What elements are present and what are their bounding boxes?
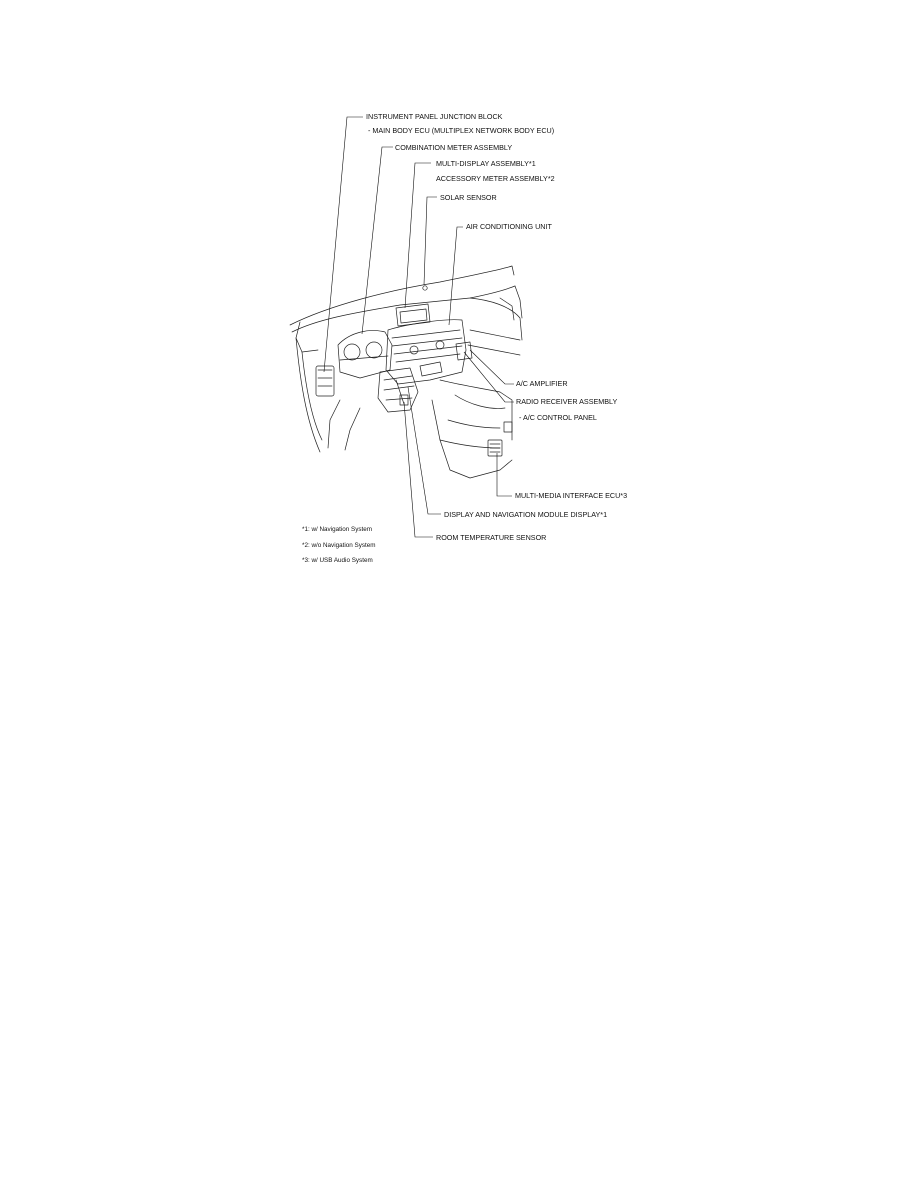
junction-block-shape: [316, 366, 334, 396]
label-multi-media-interface-ecu: MULTI-MEDIA INTERFACE ECU*3: [515, 491, 628, 500]
solar-sensor-shape: [423, 286, 427, 290]
label-solar-sensor: SOLAR SENSOR: [440, 193, 497, 202]
label-air-conditioning-unit: AIR CONDITIONING UNIT: [466, 222, 552, 231]
air-conditioning-unit-shape: [386, 320, 466, 384]
label-main-body-ecu: - MAIN BODY ECU (MULTIPLEX NETWORK BODY ECU): [368, 126, 555, 135]
footnote-1: *1: w/ Navigation System: [302, 526, 372, 533]
center-console: [440, 380, 512, 440]
leader-multimedia-ecu: [497, 453, 512, 496]
label-instrument-panel-junction-block: INSTRUMENT PANEL JUNCTION BLOCK: [366, 112, 503, 121]
leader-display-navigation: [408, 387, 441, 514]
ac-amplifier-shape: [456, 342, 472, 360]
leader-combination-meter: [362, 147, 393, 334]
label-multi-display-assembly: MULTI-DISPLAY ASSEMBLY*1: [436, 159, 536, 168]
label-ac-control-panel: - A/C CONTROL PANEL: [519, 413, 597, 422]
label-room-temperature-sensor: ROOM TEMPERATURE SENSOR: [436, 533, 547, 542]
leader-multi-display: [405, 163, 431, 308]
leader-solar-sensor: [424, 197, 437, 285]
footnote-2: *2: w/o Navigation System: [302, 542, 376, 549]
windshield-base: [296, 322, 318, 352]
label-display-navigation-module: DISPLAY AND NAVIGATION MODULE DISPLAY*1: [444, 510, 608, 519]
footnote-3: *3: w/ USB Audio System: [302, 557, 373, 564]
label-accessory-meter-assembly: ACCESSORY METER ASSEMBLY*2: [436, 174, 555, 183]
label-combination-meter-assembly: COMBINATION METER ASSEMBLY: [395, 143, 513, 152]
label-radio-receiver-assembly: RADIO RECEIVER ASSEMBLY: [516, 397, 618, 406]
leader-radio-receiver: [464, 352, 514, 402]
leader-instrument-panel-junction-block: [324, 117, 363, 372]
label-ac-amplifier: A/C AMPLIFIER: [516, 379, 568, 388]
leader-room-temperature: [404, 402, 433, 537]
leader-air-conditioning-unit: [449, 227, 463, 325]
combination-meter-shape: [338, 331, 392, 378]
